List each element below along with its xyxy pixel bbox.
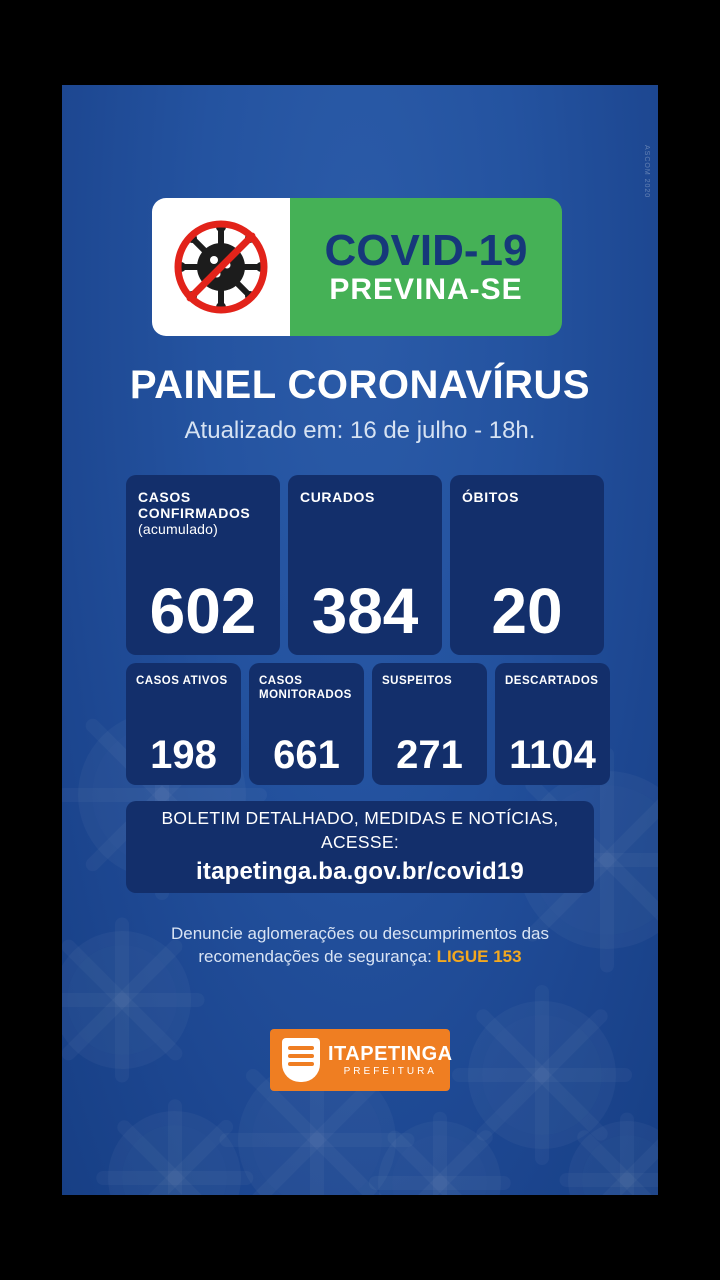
covid-label-badge (290, 198, 562, 336)
stat-value: 20 (491, 575, 563, 647)
stat-value: 271 (396, 733, 463, 777)
stat-value: 602 (149, 575, 257, 647)
stat-card-suspeitos (372, 663, 487, 785)
stat-label: SUSPEITOS (382, 675, 453, 687)
side-credit-text: ASCOM 2020 (643, 145, 650, 199)
covid-panel-poster (62, 85, 658, 1195)
virus-crossed-out-icon (152, 198, 290, 336)
stat-value: 384 (311, 575, 419, 647)
prefeitura-logo (270, 1029, 453, 1091)
stat-label: DESCARTADOS (505, 675, 599, 687)
logo-subtitle: PREFEITURA (343, 1065, 437, 1077)
logo-text (328, 1044, 453, 1077)
covid-subtitle: PREVINA-SE (329, 273, 523, 306)
virus-watermark-icon (482, 1015, 602, 1135)
page-title: PAINEL CORONAVÍRUS (129, 363, 591, 407)
virus-watermark-icon (582, 1135, 658, 1195)
stat-card-casos-monitorados (249, 663, 364, 785)
bulletin-line2: ACESSE: (321, 831, 399, 852)
logo-city-name: ITAPETINGA (328, 1042, 453, 1065)
stat-card-curados (288, 475, 442, 655)
stat-card-obitos (450, 475, 604, 655)
stat-label: CURADOS (300, 489, 375, 505)
stat-value: 198 (150, 733, 217, 777)
notice-phone-highlight: LIGUE 153 (436, 946, 522, 966)
virus-watermark-icon (122, 1125, 227, 1195)
virus-watermark-icon (392, 1135, 487, 1195)
secondary-stats-row (126, 663, 610, 785)
stat-value: 661 (273, 733, 340, 777)
bulletin-link-box[interactable] (126, 801, 594, 893)
stat-sublabel: (acumulado) (138, 521, 219, 538)
stat-label: CASOS ATIVOS (136, 675, 228, 687)
notice-line2: recomendações de segurança: (198, 946, 432, 966)
stat-label: CASOS CONFIRMADOS (138, 489, 251, 522)
main-stats-row (126, 475, 604, 655)
stat-card-descartados (495, 663, 610, 785)
stat-card-confirmados (126, 475, 280, 655)
bulletin-line1: BOLETIM DETALHADO, MEDIDAS E NOTÍCIAS, (161, 807, 559, 828)
bulletin-url[interactable]: itapetinga.ba.gov.br/covid19 (196, 858, 524, 886)
coat-of-arms-icon (282, 1038, 320, 1082)
stat-card-casos-ativos (126, 663, 241, 785)
report-notice (126, 923, 594, 969)
covid-title: COVID-19 (324, 226, 528, 275)
stat-value: 1104 (509, 733, 596, 777)
notice-line1: Denuncie aglomerações ou descumprimentos das (171, 924, 549, 943)
virus-watermark-icon (252, 1075, 382, 1195)
stat-label: ÓBITOS (462, 489, 520, 505)
last-updated-text: Atualizado em: 16 de julho - 18h. (184, 417, 536, 444)
stat-label: CASOS MONITORADOS (259, 675, 352, 701)
covid-badge (152, 198, 562, 336)
